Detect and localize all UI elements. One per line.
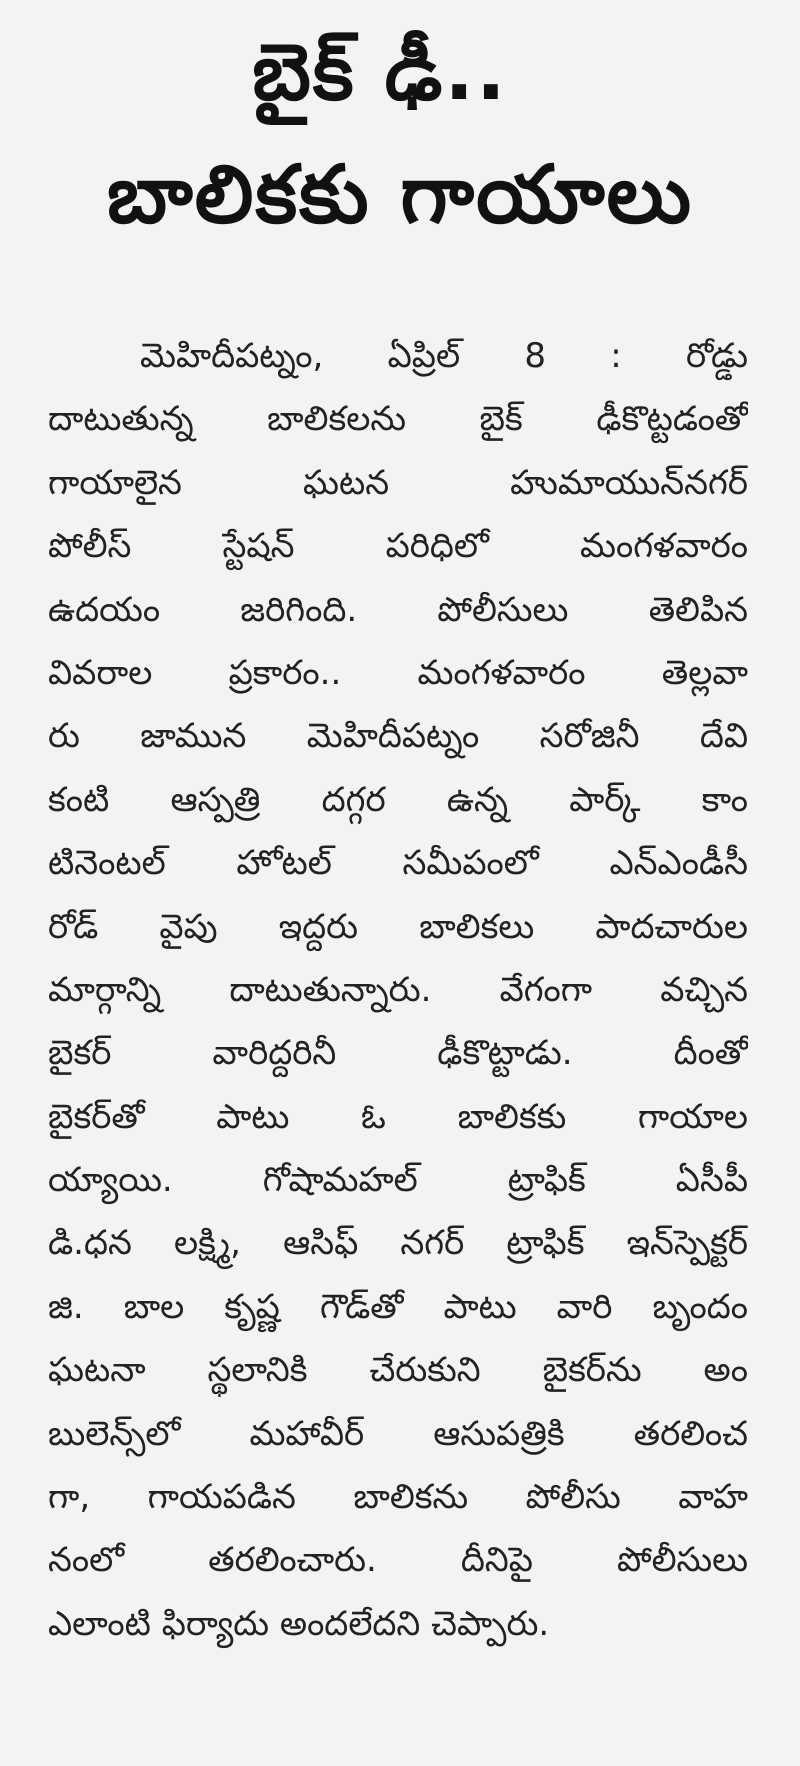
article-line: మెహిదీపట్నం, ఏప్రిల్ 8 : రోడ్డు xyxy=(140,336,748,376)
article-line: పోలీస్ స్టేషన్ పరిధిలో మంగళవారం xyxy=(48,526,748,567)
headline xyxy=(0,18,800,254)
article-line: ఉదయం జరిగింది. పోలీసులు తెలిపిన xyxy=(48,589,748,630)
article-line: ఘటనా స్థలానికి చేరుకుని బైకర్‌ను అం xyxy=(48,1350,748,1391)
article-line: గాయాలైన ఘటన హుమాయున్‌నగర్ xyxy=(48,462,748,503)
article-line: రు జామున మెహిదీపట్నం సరోజినీ దేవి xyxy=(48,716,748,757)
article-line: బైకర్ వారిద్దరినీ ఢీకొట్టాడు. దీంతో xyxy=(48,1033,748,1074)
article-line: నంలో తరలించారు. దీనిపై పోలీసులు xyxy=(48,1540,748,1581)
article-line: వివరాల ప్రకారం.. మంగళవారం తెల్లవా xyxy=(48,652,748,693)
headline-line-1: బైక్ ఢీ.. xyxy=(252,28,508,118)
article-line: జి. బాల కృష్ణ గౌడ్‌తో పాటు వారి బృందం xyxy=(48,1286,748,1327)
article-line: బులెన్స్‌లో మహావీర్ ఆసుపత్రికి తరలించ xyxy=(48,1413,748,1454)
article-line: బైకర్‌తో పాటు ఓ బాలికకు గాయాల xyxy=(48,1096,748,1137)
article-line: య్యాయి. గోషామహల్ ట్రాఫిక్ ఏసీపీ xyxy=(48,1160,748,1201)
article-line: ఎలాంటి ఫిర్యాదు అందలేదని చెప్పారు. xyxy=(48,1603,550,1644)
article-line: టినెంటల్ హోటల్ సమీపంలో ఎన్ఎండీసీ xyxy=(48,843,748,884)
article-line: దాటుతున్న బాలికలను బైక్ ఢీకొట్టడంతో xyxy=(48,399,748,440)
article-line: గా, గాయపడిన బాలికను పోలీసు వాహ xyxy=(48,1477,748,1518)
article-body xyxy=(48,325,748,1656)
article-line: కంటి ఆస్పత్రి దగ్గర ఉన్న పార్క్ కాం xyxy=(48,779,748,820)
article-line: డి.ధన లక్ష్మి, ఆసిఫ్ నగర్ ట్రాఫిక్ ఇన్‌స్పెక్టర్ xyxy=(48,1223,748,1264)
headline-line-2: బాలికకు గాయాలు xyxy=(106,148,694,241)
article-line: రోడ్ వైపు ఇద్దరు బాలికలు పాదచారుల xyxy=(48,906,748,947)
article-line: మార్గాన్ని దాటుతున్నారు. వేగంగా వచ్చిన xyxy=(48,969,748,1010)
